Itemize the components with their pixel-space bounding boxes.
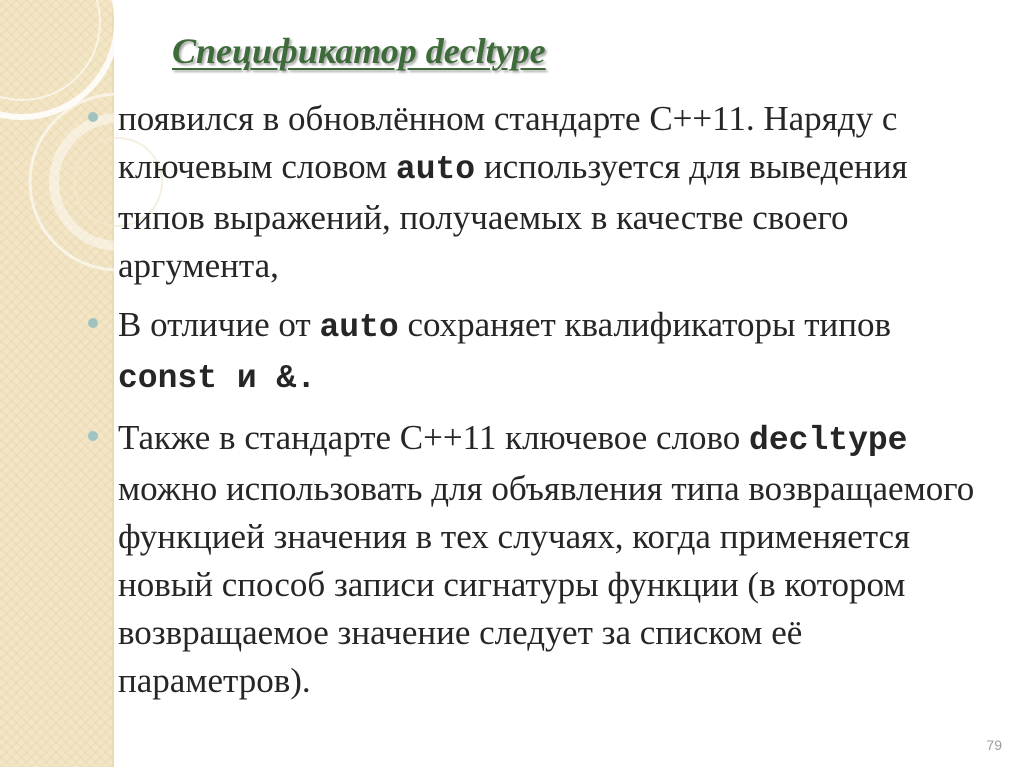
bullet-text: Также в стандарте С++11 ключевое слово <box>118 418 750 457</box>
bullet-dot <box>88 112 98 122</box>
bullet-text: можно использовать для объявления типа возвращаемого функцией значения в тех случаях, когда применяется новый способ записи сигнатуры функции (в котором возвращаемое значение следует за списком её параметров). <box>118 469 975 700</box>
code-keyword: auto <box>395 151 476 188</box>
bullet-text: сохраняет квалификаторы типов <box>398 305 892 344</box>
bullet-item <box>118 301 998 403</box>
code-keyword: decltype <box>749 422 908 459</box>
bullet-text: используется для выведения типов выражений, получаемых в качестве своего аргумента, <box>118 147 908 285</box>
bullet-text: В отличие от <box>118 305 320 344</box>
code-keyword: const и &. <box>118 360 317 397</box>
bullet-list <box>118 95 998 705</box>
bullet-item <box>118 95 998 290</box>
bullet-dot <box>88 431 98 441</box>
bullet-item <box>118 414 998 705</box>
page-number: 79 <box>986 737 1002 753</box>
slide-title: Спецификатор decltype <box>172 31 546 71</box>
bullet-dot <box>88 318 98 328</box>
code-keyword: auto <box>319 309 399 346</box>
bullet-text: появился в обновлённом стандарте С++11. Наряду с ключевым словом <box>118 99 898 186</box>
